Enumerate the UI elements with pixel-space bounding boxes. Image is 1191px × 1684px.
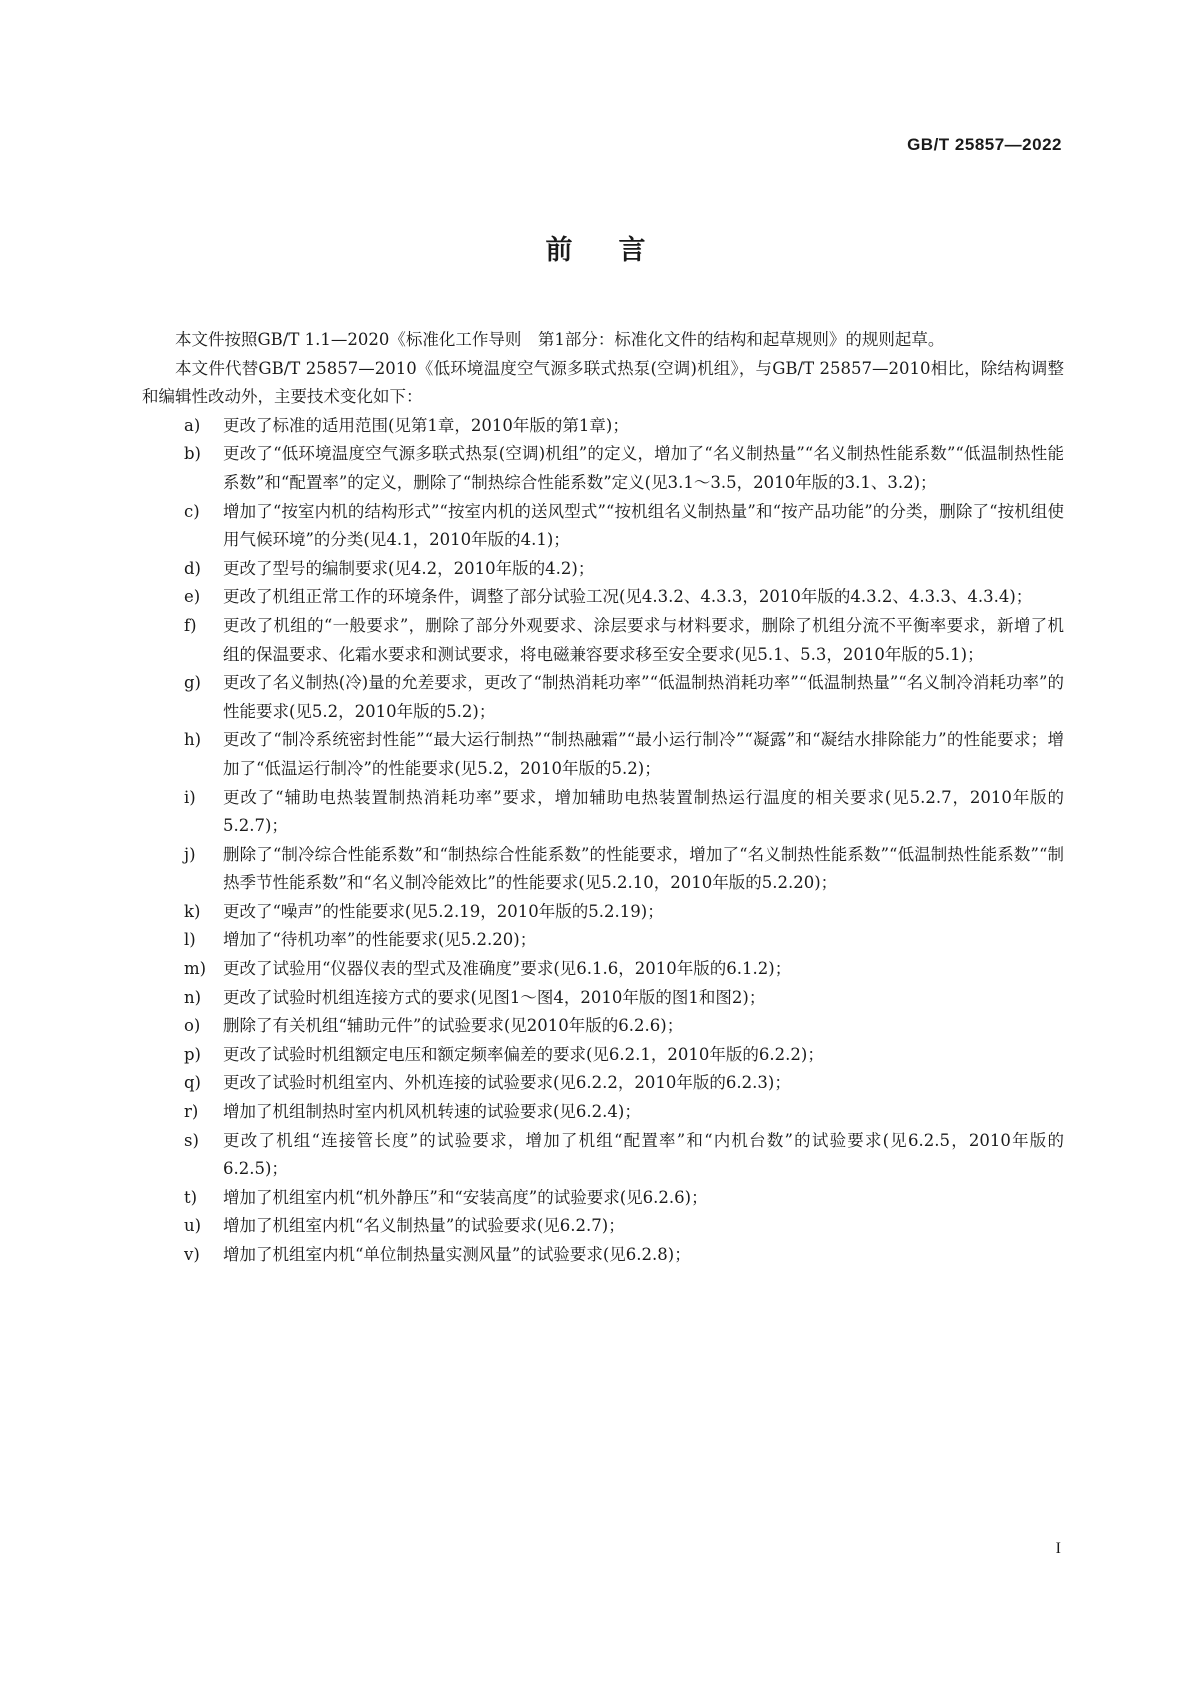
list-item-text: 更改了机组正常工作的环境条件，调整了部分试验工况(见4.3.2、4.3.3，2010年版的4.3.2、4.3.3、4.3.4)； (223, 587, 1033, 607)
change-list (142, 412, 1064, 1270)
list-item (142, 1041, 1064, 1070)
list-item-marker: r) (184, 1102, 199, 1122)
list-item-text: 增加了机组制热时室内机风机转速的试验要求(见6.2.4)； (223, 1102, 641, 1122)
list-item-text: 更改了机组“连接管长度”的试验要求，增加了机组“配置率”和“内机台数”的试验要求(见6.2.5，2010年版的6.2.5)； (223, 1130, 1064, 1179)
list-item-text: 更改了“辅助电热装置制热消耗功率”要求，增加辅助电热装置制热运行温度的相关要求(见5.2.7，2010年版的5.2.7)； (223, 787, 1064, 836)
list-item-marker: n) (184, 987, 202, 1007)
page-number: I (1055, 1540, 1061, 1557)
standard-code: GB/T 25857—2022 (907, 135, 1062, 154)
list-item-marker: t) (184, 1187, 198, 1207)
list-item (142, 1212, 1064, 1241)
list-item-marker: k) (184, 901, 201, 921)
list-item-marker: u) (184, 1216, 202, 1236)
list-item-text: 更改了试验时机组额定电压和额定频率偏差的要求(见6.2.1，2010年版的6.2.2)； (223, 1044, 824, 1064)
list-item-text: 更改了名义制热(冷)量的允差要求，更改了“制热消耗功率”“低温制热消耗功率”“低温制热量”“名义制冷消耗功率”的性能要求(见5.2，2010年版的5.2)； (223, 673, 1064, 721)
list-item-marker: i) (184, 787, 196, 807)
list-item-marker: f) (184, 615, 197, 635)
list-item (142, 726, 1064, 783)
list-item-marker: a) (184, 415, 201, 435)
document-body (142, 326, 1064, 1270)
list-item (142, 984, 1064, 1013)
list-item-text: 更改了“噪声”的性能要求(见5.2.19，2010年版的5.2.19)； (223, 901, 664, 921)
list-item (142, 955, 1064, 984)
list-item (142, 841, 1064, 898)
list-item-text: 更改了机组的“一般要求”，删除了部分外观要求、涂层要求与材料要求，删除了机组分流不平衡率要求，新增了机组的保温要求、化霜水要求和测试要求，将电磁兼容要求移至安全要求(见5.1、5.3，2010年版的5.1)； (223, 615, 1064, 664)
list-item (142, 784, 1064, 841)
list-item (142, 1241, 1064, 1270)
list-item-text: 增加了机组室内机“单位制热量实测风量”的试验要求(见6.2.8)； (223, 1245, 691, 1264)
list-item-text: 删除了“制冷综合性能系数”和“制热综合性能系数”的性能要求，增加了“名义制热性能系数”“低温制热性能系数”“制热季节性能系数”和“名义制冷能效比”的性能要求(见5.2.10，2010年版的5.2.20)； (223, 844, 1064, 893)
list-item (142, 669, 1064, 726)
list-item-marker: p) (184, 1044, 201, 1064)
page-title: 前言 (545, 235, 692, 266)
list-item-text: 增加了“按室内机的结构形式”“按室内机的送风型式”“按机组名义制热量”和“按产品功能”的分类，删除了“按机组使用气候环境”的分类(见4.1，2010年版的4.1)； (223, 501, 1064, 550)
list-item-marker: l) (184, 930, 196, 950)
list-item-text: 更改了“低环境温度空气源多联式热泵(空调)机组”的定义，增加了“名义制热量”“名义制热性能系数”“低温制热性能系数”和“配置率”的定义，删除了“制热综合性能系数”定义(见3.1～3.5，2010年版的3.1、3.2)； (223, 444, 1064, 492)
list-item-text: 更改了“制冷系统密封性能”“最大运行制热”“制热融霜”“最小运行制冷”“凝露”和“凝结水排除能力”的性能要求；增加了“低温运行制冷”的性能要求(见5.2，2010年版的5.2)； (223, 730, 1064, 778)
list-item (142, 1069, 1064, 1098)
list-item (142, 583, 1064, 612)
list-item-text: 删除了有关机组“辅助元件”的试验要求(见2010年版的6.2.6)； (223, 1016, 684, 1036)
list-item (142, 412, 1064, 441)
list-item-marker: c) (184, 501, 200, 521)
list-item-text: 增加了机组室内机“名义制热量”的试验要求(见6.2.7)； (223, 1216, 625, 1236)
list-item (142, 1012, 1064, 1041)
replacement-paragraph: 本文件代替GB/T 25857—2010《低环境温度空气源多联式热泵(空调)机组》，与GB/T 25857—2010相比，除结构调整和编辑性改动外，主要技术变化如下： (142, 358, 1064, 407)
list-item (142, 1184, 1064, 1213)
list-item-marker: o) (184, 1016, 201, 1036)
list-item-marker: b) (184, 444, 201, 464)
list-item (142, 898, 1064, 927)
list-item-marker: q) (184, 1073, 201, 1093)
list-item-marker: g) (184, 673, 201, 693)
list-item-text: 更改了试验时机组连接方式的要求(见图1～图4，2010年版的图1和图2)； (223, 987, 766, 1007)
list-item-marker: e) (184, 587, 201, 607)
list-item (142, 555, 1064, 584)
list-item (142, 440, 1064, 497)
list-item (142, 1098, 1064, 1127)
list-item (142, 612, 1064, 669)
list-item-text: 增加了“待机功率”的性能要求(见5.2.20)； (223, 930, 537, 950)
list-item-text: 增加了机组室内机“机外静压”和“安装高度”的试验要求(见6.2.6)； (223, 1187, 708, 1207)
list-item-marker: h) (184, 730, 202, 750)
list-item-marker: d) (184, 558, 201, 578)
list-item-text: 更改了试验用“仪器仪表的型式及准确度”要求(见6.1.6，2010年版的6.1.2)； (223, 959, 792, 979)
list-item-text: 更改了试验时机组室内、外机连接的试验要求(见6.2.2，2010年版的6.2.3)； (223, 1073, 791, 1093)
list-item (142, 498, 1064, 555)
list-item-marker: m) (184, 959, 207, 979)
list-item-text: 更改了标准的适用范围(见第1章，2010年版的第1章)； (223, 415, 629, 435)
list-item (142, 1127, 1064, 1184)
list-item-marker: v) (184, 1245, 200, 1264)
list-item-text: 更改了型号的编制要求(见4.2，2010年版的4.2)； (223, 558, 595, 578)
list-item (142, 926, 1064, 955)
list-item-marker: j) (184, 844, 196, 864)
intro-paragraph: 本文件按照GB/T 1.1—2020《标准化工作导则 第1部分：标准化文件的结构和起草规则》的规则起草。 (175, 330, 945, 349)
list-item-marker: s) (184, 1130, 199, 1150)
